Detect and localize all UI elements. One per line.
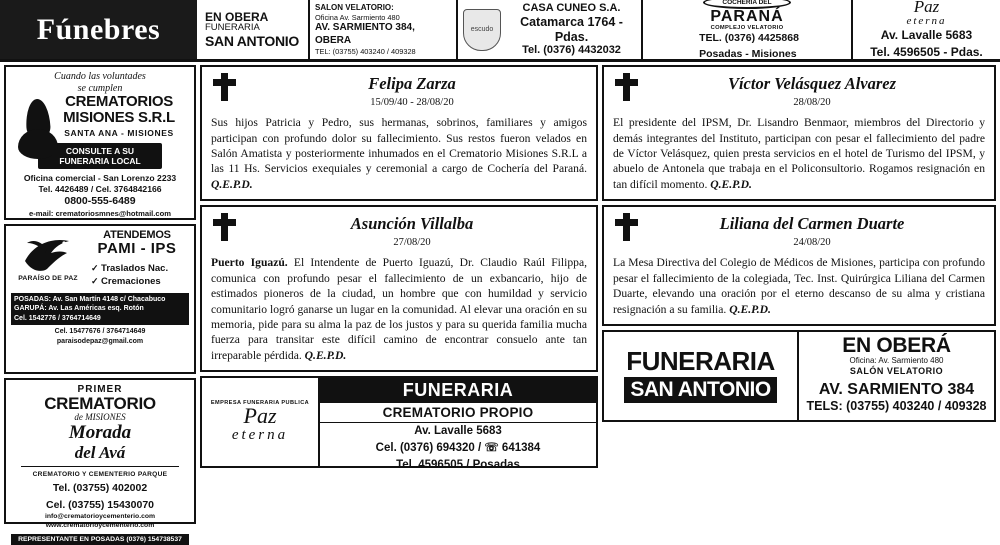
san-antonio-funeraria: FUNERARIA [626,346,775,377]
paz-address: Av. Lavalle 5683 [880,28,973,43]
ad-salon-velatorio[interactable] [310,0,458,59]
obituary-dates: 27/08/20 [393,237,431,249]
parana-logo-sub: COMPLEJO VELATORIO [710,25,784,32]
crematorios-tollfree: 0800-555-6489 [64,195,136,208]
en-obera-line2: FUNERARIA [205,22,260,34]
parana-logo [703,0,791,31]
flame-icon [16,99,60,161]
ad-casa-cuneo[interactable] [458,0,643,59]
paz-eterna-subheader: CREMATORIO PROPIO [320,403,596,423]
salon-address: AV. SARMIENTO 384, OBERA [315,22,415,46]
obituary-body [211,255,587,363]
obituary-qepd: Q.E.P.D. [304,348,347,362]
ad-cocheria-parana[interactable] [643,0,853,59]
crematorios-title-2: MISIONES S.R.L [63,108,175,126]
san-antonio-salon: SALÓN VELATORIO [849,365,944,376]
obituary-victor-velasquez-alvarez[interactable] [602,65,996,201]
crematorios-script-2: se cumplen [77,82,123,94]
salon-tel: TEL: (03755) 403240 / 409328 [315,47,416,56]
obituary-dates: 24/08/20 [793,237,831,249]
masthead [0,0,1000,62]
morada-line1: PRIMER [77,384,123,395]
paraiso-foot-2: paraisodepaz@gmail.com [56,337,144,345]
parana-city: Posadas - Misiones [699,48,797,61]
cuneo-name: CASA CUNEO S.A. [522,2,621,15]
morada-tel-2: Cel. (03755) 15430070 [46,498,154,511]
morada-line6: CREMATORIO Y CEMENTERIO PARQUE [32,470,168,478]
obituary-liliana-del-carmen-duarte[interactable] [602,205,996,326]
paraiso-footer [11,325,189,346]
divider [21,466,179,467]
obituary-asuncion-villalba[interactable] [200,205,598,372]
crematorios-tel: Tel. 4426489 / Cel. 3764842166 [38,184,162,195]
right-column [602,65,996,530]
crematorios-cta-line2: FUNERARIA LOCAL [59,155,141,166]
cuneo-tel: Tel. (0376) 4432032 [522,43,621,56]
obituary-name: Liliana del Carmen Duarte [719,214,905,234]
ad-san-antonio-bottom[interactable] [602,330,996,422]
paz-eterna-logo-line1: Paz [243,403,277,429]
obituary-name: Felipa Zarza [368,74,456,93]
paz-tel: Tel. 4596505 - Pdas. [870,45,983,60]
obituary-text: El presidente del IPSM, Dr. Lisandro Benmaor, miembros del Directorio y demás integrantes del Instituto, participan con pesar el fallecimiento del padre de Víctor Velásquez, quien presta servicios en el hotel de Turismo del IPSM, y abuelo de Antonela que trabaja en el Policonsultorio. Rogamos resignación en tan difícil momento. [613,116,985,191]
middle-column [200,65,598,530]
paraiso-dove-caption: PARAÍSO DE PAZ [18,275,78,282]
crematorios-email: e-mail: crematoriosmnes@hotmail.com [28,208,172,218]
obituary-qepd: Q.E.P.D. [729,302,771,316]
crematorios-cta-line1: CONSULTE A SU [65,145,135,156]
obituary-body [211,115,587,192]
salon-office: Oficina Av. Sarmiento 480 [315,12,400,22]
parana-logo-top: COCHERIA DEL [703,0,791,9]
paraiso-line1: ATENDEMOS [103,229,171,241]
san-antonio-office: Oficina: Av. Sarmiento 480 [849,355,944,365]
paz-logo-line1: Paz [913,0,940,17]
ad-crematorios-misiones[interactable] [4,65,196,220]
morada-email: info@crematorioycementerio.com [44,513,156,521]
obituary-name: Asunción Villalba [350,214,474,234]
crematorios-office: Oficina comercial - San Lorenzo 2233 [23,172,177,183]
paraiso-foot-1: Cel. 15477676 / 3764714649 [54,328,146,336]
cross-icon [613,73,639,103]
morada-line4: Morada [68,422,132,443]
morada-line5: del Avá [74,442,126,462]
obituary-qepd: Q.E.P.D. [211,177,253,191]
ad-morada-del-ava[interactable] [4,378,196,544]
morada-web: www.crematorioycementerio.com [45,522,155,530]
cross-icon [211,213,237,243]
paraiso-service-item: ✓ Traslados Nac. [91,262,189,276]
san-antonio-city: EN OBERÁ [842,333,951,357]
san-antonio-name: SAN ANTONIO [624,377,776,403]
obituary-felipa-zarza[interactable] [200,65,598,201]
ad-paraiso-de-paz[interactable] [4,224,196,374]
morada-representative-bar: REPRESENTANTE EN POSADAS (0376) 154738537 [11,534,189,545]
cuneo-address: Catamarca 1764 - Pdas. [520,15,623,44]
morada-line2: CREMATORIO [44,394,156,413]
obituary-name: Víctor Velásquez Alvarez [727,74,897,93]
paz-eterna-address: Av. Lavalle 5683 [414,425,502,438]
dove-icon [11,229,85,289]
page-content [0,62,1000,544]
shield-icon: escudo [463,9,501,51]
paz-eterna-header: FUNERARIA [320,378,596,403]
paraiso-addresses [11,293,189,325]
obituary-text: El Intendente de Puerto Iguazú, Dr. Claudio Raúl Filippa, comunica con profundo pesar el fallecimiento de un exbancario, hijo de estimados pioneros de la ciudad, un hombre que con humildad y servicio comunitario logró ganarse un lugar en la comunidad. Al elevar una oración en su memoria, pide para su alma la paz de los justos y para su querida familia mucha fuerza para transitar este difícil camino de encontrar consuelo ante tan irreparable pérdida. [211,256,587,362]
obituary-body [613,255,985,317]
en-obera-line1: EN OBERA [205,9,269,24]
paz-eterna-cel: Cel. (0376) 694320 / ☏ 641384 [375,441,541,454]
ad-paz-eterna-bottom[interactable] [200,376,598,471]
obituary-qepd: Q.E.P.D. [710,177,752,191]
paraiso-service-item: ✓ Cremaciones [91,275,189,289]
page-title: Fúnebres [0,0,200,59]
paraiso-addr-1: POSADAS: Av. San Martín 4148 c/ Chacabuco [14,296,166,304]
cross-icon [211,73,237,103]
crematorios-script-1: Cuando las voluntades [54,71,146,82]
crematorios-title-1: CREMATORIOS [65,93,173,110]
ad-en-obera-san-antonio[interactable] [200,0,310,59]
salon-header: SALON VELATORIO: [315,2,394,12]
obituary-text: La Mesa Directiva del Colegio de Médicos de Misiones, participa con profundo pesar el fallecimiento de la colegiada, Tec. Inst. Quirúrgica Liliana del Carmen Duarte, elevando una oración por el eterno descanso de su alma y cristiana resignación a su familia. [613,256,985,316]
paraiso-addr-2: GARUPÁ: Av. Las Américas esq. Rotón [14,305,144,313]
paz-logo-line2: eterna [906,15,947,28]
obituary-lead: Puerto Iguazú. [211,256,288,270]
paz-eterna-logo [890,0,964,27]
parana-logo-main: PARANÁ [710,8,784,26]
paz-eterna-logo-bottom [202,378,320,466]
paraiso-addr-3: Cel. 1542776 / 3764714649 [14,314,101,322]
paz-eterna-logo-line2: eterna [231,427,289,444]
obituary-text: Sus hijos Patricia y Pedro, sus hermanas, sobrinos, familiares y amigos participan con profundo dolor su fallecimiento. Sus restos fueron velados en Salón Amatista y posteriormente inhumados en el Crematorio Misiones S.R.L a las 11 Hs. Servicios exequiales y ceremonial a cargo de Cochería del Paraná. [211,116,587,176]
crematorios-subtitle: SANTA ANA - MISIONES [64,127,174,138]
morada-tel-1: Tel. (03755) 402002 [52,481,148,494]
morada-line3: de MISIONES [74,412,126,422]
en-obera-line3: SAN ANTONIO [205,32,299,49]
paz-eterna-arc-text: EMPRESA FUNERARIA PUBLICA [210,400,310,407]
obituary-body [613,115,985,192]
ad-paz-eterna-top[interactable] [853,0,1000,59]
parana-tel: TEL. (0376) 4425868 [699,32,799,45]
obituary-dates: 28/08/20 [793,97,831,109]
left-ad-column [4,65,196,544]
paraiso-services [85,262,189,290]
san-antonio-tels: TELS: (03755) 403240 / 409328 [806,398,987,413]
paraiso-line2: PAMI - IPS [97,240,177,257]
paz-eterna-tel: Tel. 4596505 / Posadas [396,458,520,471]
cross-icon [613,213,639,243]
san-antonio-address: AV. SARMIENTO 384 [818,380,975,398]
obituary-dates: 15/09/40 - 28/08/20 [370,97,454,109]
